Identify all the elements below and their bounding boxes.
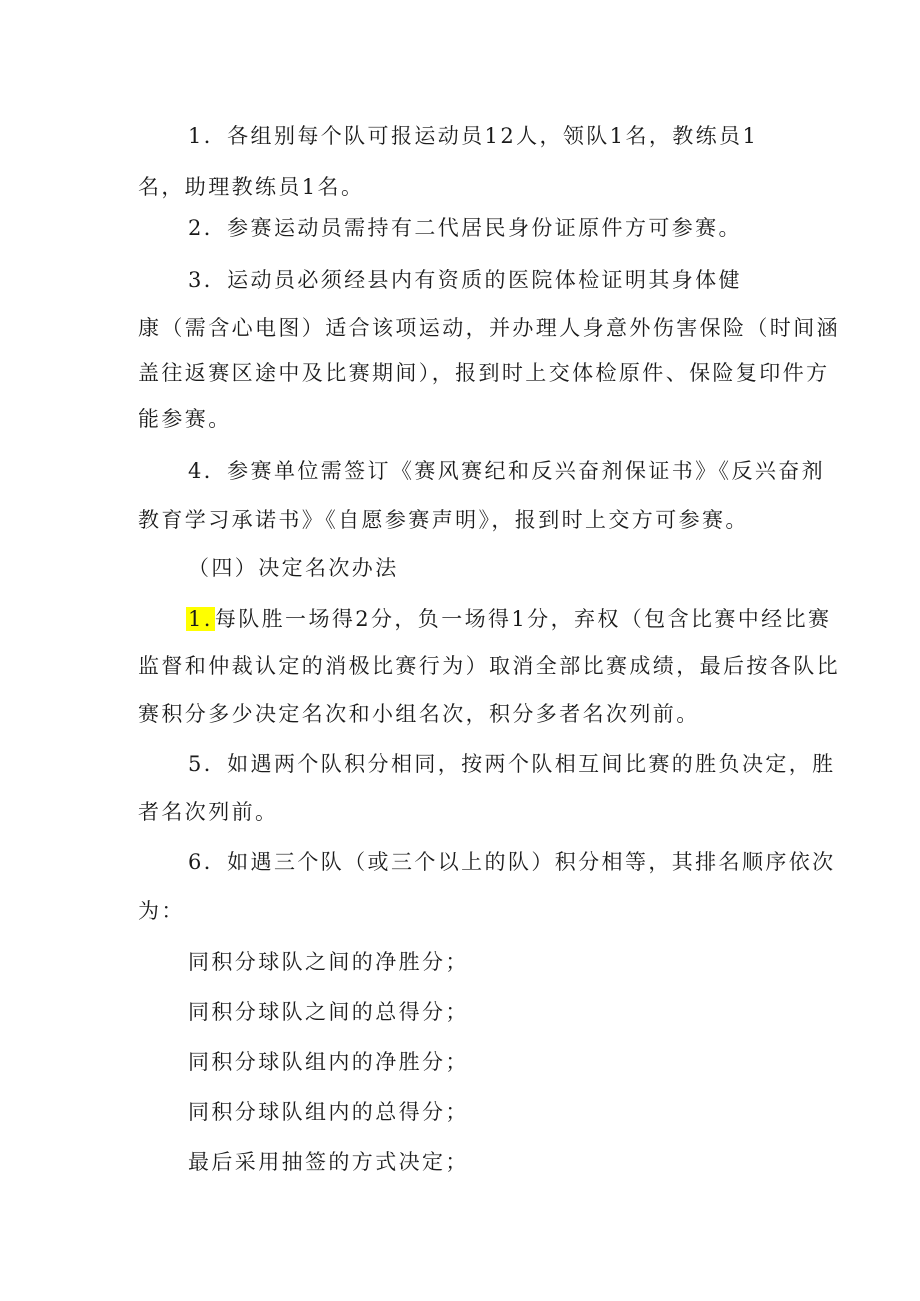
text-line-17: 为： — [138, 899, 185, 923]
text-line-5: 康（需含心电图）适合该项运动，并办理人身意外伤害保险（时间涵 — [138, 316, 840, 340]
highlighted-marker: 1. — [188, 607, 213, 631]
text-line-13: 赛积分多少决定名次和小组名次，积分多者名次列前。 — [138, 702, 700, 726]
text-line-21: 同积分球队组内的总得分； — [188, 1100, 469, 1124]
text-line-16: 6．如遇三个队（或三个以上的队）积分相等，其排名顺序依次 — [188, 850, 836, 874]
text-line-11 — [186, 605, 831, 633]
text-line-8: 4．参赛单位需签订《赛风赛纪和反兴奋剂保证书》《反兴奋剂 — [188, 459, 826, 483]
text-line-4: 3．运动员必须经县内有资质的医院体检证明其身体健 — [188, 268, 742, 292]
text-line-22: 最后采用抽签的方式决定； — [188, 1150, 469, 1174]
text-line-9: 教育学习承诺书》《自愿参赛声明》，报到时上交方可参赛。 — [138, 508, 749, 532]
text-line-19: 同积分球队之间的总得分； — [188, 1000, 469, 1024]
text-line-2: 名，助理教练员1名。 — [138, 175, 365, 199]
text-line-3: 2．参赛运动员需持有二代居民身份证原件方可参赛。 — [188, 216, 742, 240]
text-line-11-body: 每队胜一场得2分，负一场得1分，弃权（包含比赛中经比赛 — [214, 607, 832, 631]
text-line-12: 监督和仲裁认定的消极比赛行为）取消全部比赛成绩，最后按各队比 — [138, 654, 840, 678]
text-line-1: 1．各组别每个队可报运动员12人，领队1名，教练员1 — [188, 124, 759, 148]
text-line-6: 盖往返赛区途中及比赛期间），报到时上交体检原件、保险复印件方 — [138, 361, 830, 385]
text-line-20: 同积分球队组内的净胜分； — [188, 1050, 469, 1074]
text-line-18: 同积分球队之间的净胜分； — [188, 950, 469, 974]
text-line-15: 者名次列前。 — [138, 800, 279, 824]
text-line-14: 5．如遇两个队积分相同，按两个队相互间比赛的胜负决定，胜 — [188, 752, 836, 776]
text-line-7: 能参赛。 — [138, 407, 232, 431]
section-heading: （四）决定名次办法 — [188, 556, 399, 580]
